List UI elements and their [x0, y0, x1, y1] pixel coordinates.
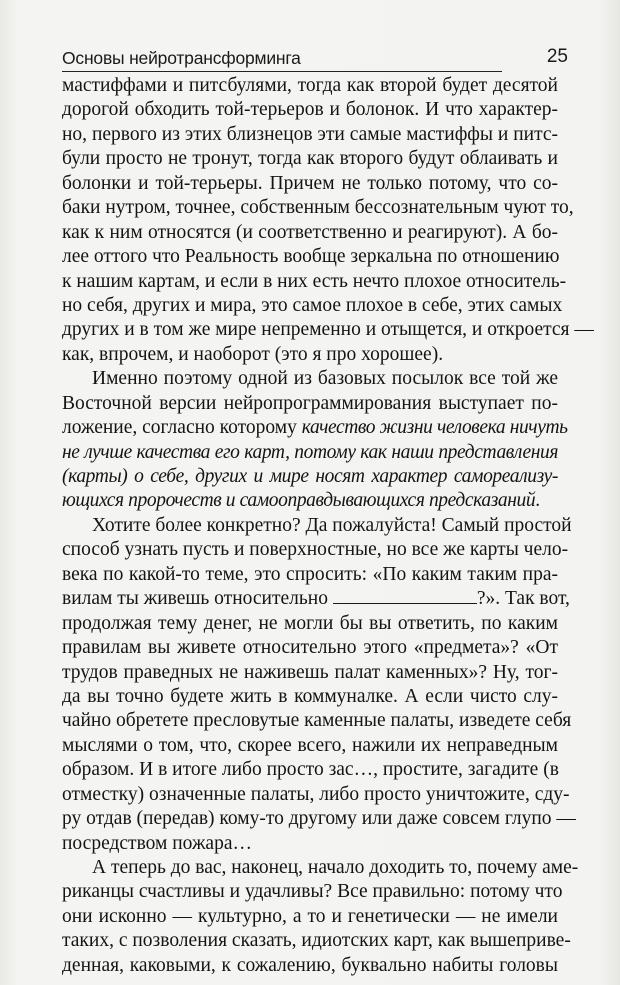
text-line: ру отдав (передав) кому-то другому или даже совсем глупо — [62, 808, 576, 830]
text-line [62, 489, 558, 513]
text-line [62, 416, 568, 440]
text-line: посредством пожара… [62, 832, 252, 854]
text-line: века по какой-то теме, это спросить: «По каким таким пра- [62, 563, 558, 585]
text-line-italic: не лучше качества его карт, потому как наши представления [62, 441, 558, 463]
text-line-with-blank [62, 587, 570, 611]
text-line: Восточной версии нейропрограммирования выступает по- [62, 392, 558, 414]
text-line: трудов праведных не наживешь палат каменных»? Ну, тог- [62, 661, 558, 683]
text-after-blank: ?». Так вот, [476, 588, 570, 610]
paragraph-3 [62, 514, 576, 856]
text-line: как к ним относятся (и соответственно и реагируют). А бо- [62, 221, 558, 243]
text-line: других и в том же мире непременно и отыщется, и откроется — [62, 319, 594, 341]
italic-text: качество жизни человека ничуть [301, 417, 568, 439]
text-line: образом. И в итоге либо просто зас…, простите, загадите (в [62, 759, 559, 781]
running-title: Основы нейротрансформинга [62, 48, 301, 68]
text-line: правилам вы живете относительно этого «предмета»? «От [62, 637, 558, 659]
text-line: продолжая тему денег, не могли бы вы ответить, по каким [62, 612, 558, 634]
text-line: к нашим картам, и если в них есть нечто плохое относитель- [62, 270, 567, 292]
text-line: баки нутром, точнее, собственным бессознательным чуют то, [62, 197, 574, 219]
text-line: как, впрочем, и наоборот (это я про хорошее). [62, 343, 444, 365]
text-line: риканцы счастливы и удачливы? Все правильно: потому что [62, 881, 563, 903]
page-header [62, 44, 570, 74]
period: . [535, 490, 541, 512]
paragraph-1 [62, 74, 594, 367]
fill-in-blank [333, 587, 477, 604]
header-rule [62, 71, 502, 72]
text-line: чайно обретете пресловутые каменные палаты, изведете себя [62, 710, 572, 732]
text-line: Именно поэтому одной из базовых посылок все той же [92, 368, 558, 390]
text-line: они исконно — культурно, а то и генетически — не имели [62, 905, 558, 927]
text-line: болонки и той-терьеры. Причем не только потому, что со- [62, 172, 558, 194]
text-line: способ узнать пусть и поверхностные, но все же карты чело- [62, 539, 569, 561]
text-line: отместку) означенные палаты, либо просто уничтожите, сду- [62, 783, 570, 805]
text-line: денная, каковыми, к сожалению, буквально набиты головы [62, 954, 558, 976]
page-number: 25 [546, 46, 568, 67]
text-line: мыслями о том, что, скорее всего, нажили их неправедным [62, 734, 558, 756]
text-line: А теперь до вас, наконец, начало доходить то, почему аме- [92, 857, 579, 878]
text-line: но, первого из этих близнецов эти самые мастиффы и питс- [62, 123, 558, 145]
text-line: мастиффами и питсбулями, тогда как второй будет десятой [62, 75, 558, 96]
text-line: но себя, других и мира, это самое плохое в себе, этих самых [62, 294, 563, 316]
text-line: да вы точно будете жить в коммуналке. А если чисто слу- [62, 685, 558, 707]
body-text [62, 74, 594, 978]
italic-text: ющихся пророчеств и самооправдывающихся предсказаний [62, 490, 536, 512]
plain-text: ложение, согласно которому [62, 417, 302, 439]
paragraph-4 [62, 856, 579, 978]
text-line: дорогой обходить той-терьеров и болонок. И что характер- [62, 99, 558, 121]
text-line: лее оттого что Реальность вообще зеркальна по отношению [62, 246, 560, 268]
text-line: Хотите более конкретно? Да пожалуйста! Самый простой [92, 514, 572, 536]
paragraph-2 [62, 367, 568, 514]
text-line-italic: (карты) о себе, других и мире носят характер самореализу- [62, 466, 558, 487]
text-before-blank: вилам ты живешь относительно [62, 588, 333, 610]
text-line: таких, с позволения сказать, идиотских карт, как вышеприве- [62, 930, 571, 952]
text-line: були просто не тронут, тогда как второго будут облаивать и [62, 148, 558, 170]
